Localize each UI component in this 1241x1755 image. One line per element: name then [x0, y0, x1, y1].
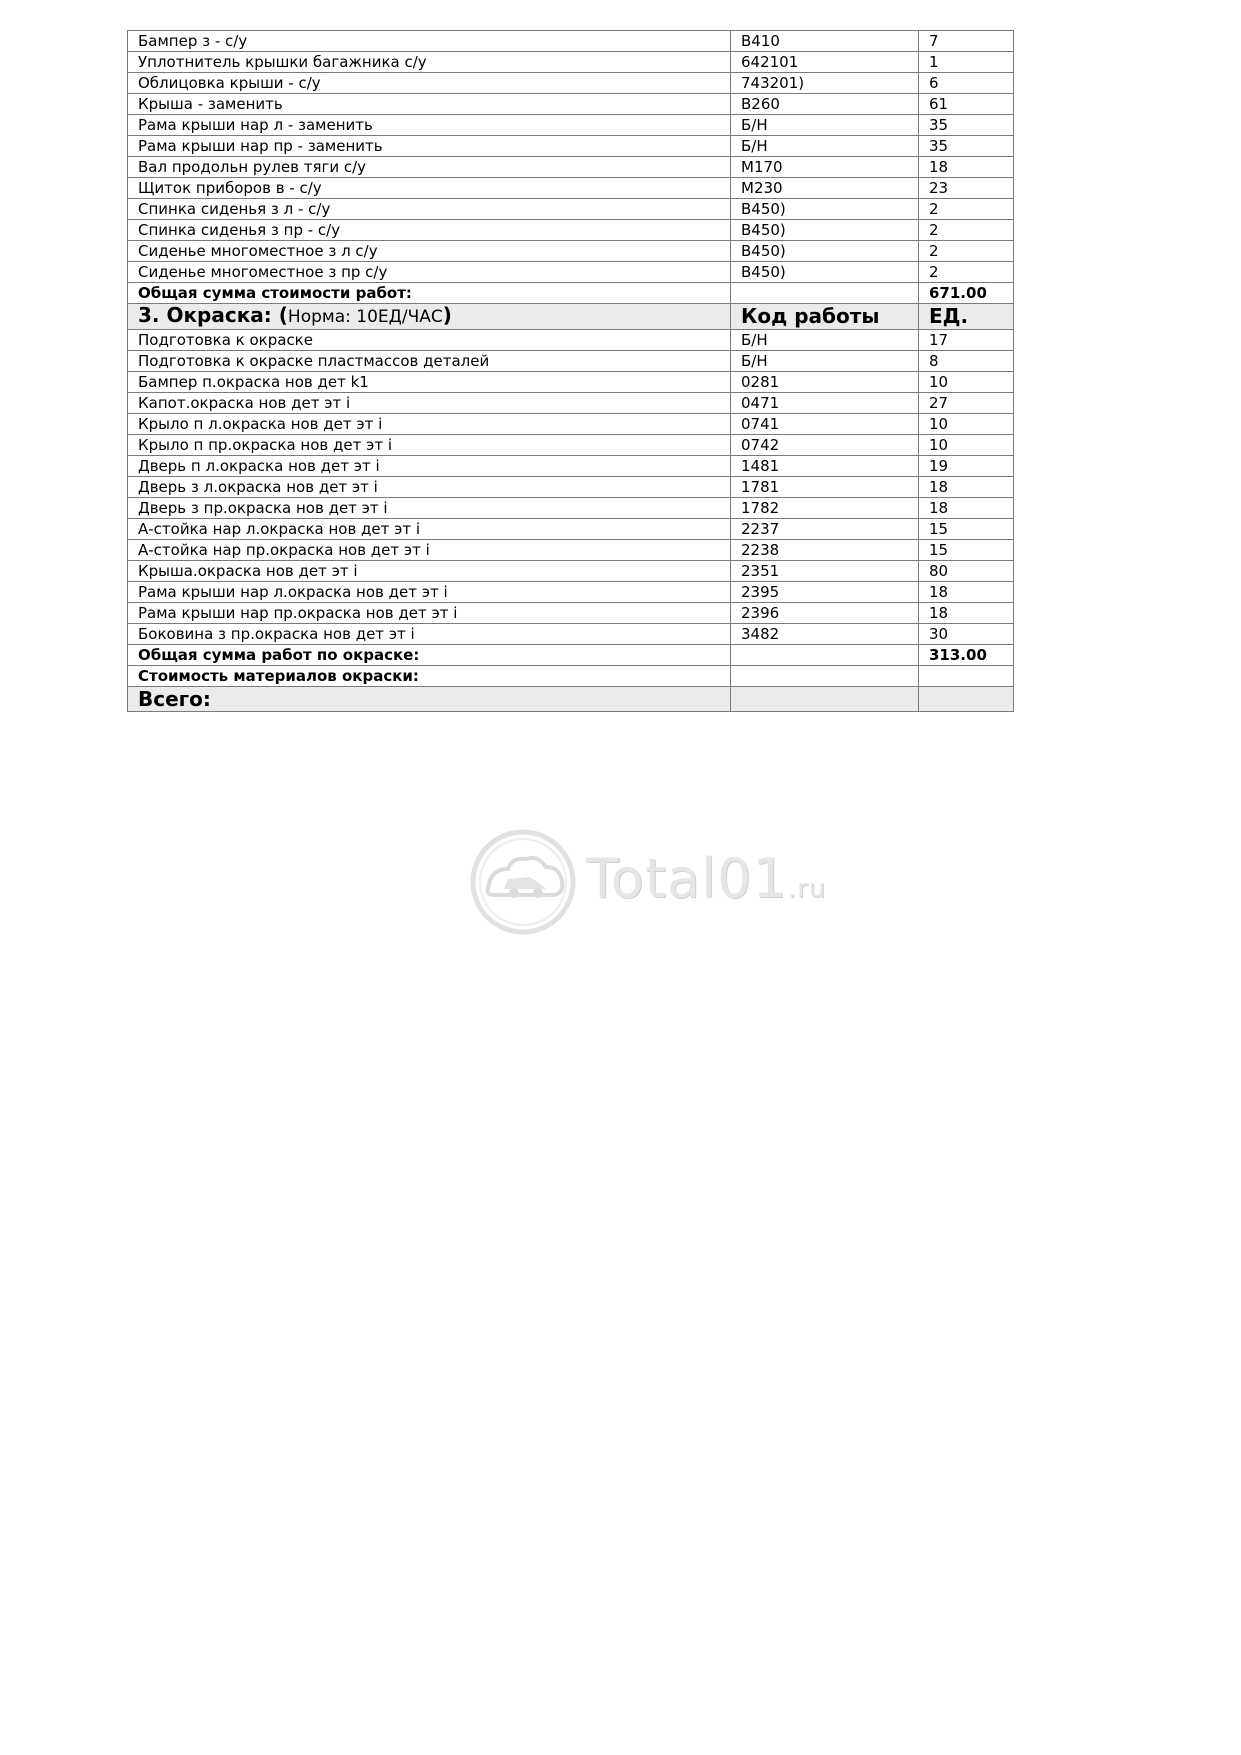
work-name: Боковина з пр.окраска нов дет эт i [128, 624, 731, 645]
repairs-section [128, 31, 1014, 283]
work-name: Сиденье многоместное з пр с/у [128, 262, 731, 283]
work-code: B450) [731, 241, 919, 262]
work-name: Бампер п.окраска нов дет k1 [128, 372, 731, 393]
repairs-total-value: 671.00 [919, 283, 1014, 304]
work-units: 15 [919, 540, 1014, 561]
work-units: 10 [919, 414, 1014, 435]
work-name: Бампер з - с/у [128, 31, 731, 52]
work-name: Дверь з пр.окраска нов дет эт i [128, 498, 731, 519]
grand-total-code [731, 687, 919, 712]
painting-section [128, 330, 1014, 645]
work-code: B410 [731, 31, 919, 52]
work-units: 18 [919, 498, 1014, 519]
painting-row [128, 624, 1014, 645]
repairs-total-label: Общая сумма стоимости работ: [128, 283, 731, 304]
painting-row [128, 372, 1014, 393]
repair-row [128, 220, 1014, 241]
repairs-total-row [128, 283, 1014, 304]
painting-row [128, 393, 1014, 414]
painting-row [128, 519, 1014, 540]
repair-row [128, 73, 1014, 94]
repair-row [128, 115, 1014, 136]
work-name: Спинка сиденья з пр - с/у [128, 220, 731, 241]
car-cloud-logo-icon [468, 827, 578, 937]
work-name: Рама крыши нар пр.окраска нов дет эт i [128, 603, 731, 624]
repairs-total-code [731, 283, 919, 304]
repair-row [128, 178, 1014, 199]
painting-row [128, 330, 1014, 351]
work-name: Дверь п л.окраска нов дет эт i [128, 456, 731, 477]
repair-row [128, 31, 1014, 52]
work-name: Щиток приборов в - с/у [128, 178, 731, 199]
repair-row [128, 199, 1014, 220]
materials-label: Стоимость материалов окраски: [128, 666, 731, 687]
repair-row [128, 136, 1014, 157]
work-units: 17 [919, 330, 1014, 351]
painting-row [128, 456, 1014, 477]
work-name: А-стойка нар пр.окраска нов дет эт i [128, 540, 731, 561]
painting-row [128, 603, 1014, 624]
painting-row [128, 477, 1014, 498]
work-code: 2238 [731, 540, 919, 561]
code-column-header: Код работы [731, 304, 919, 330]
materials-value [919, 666, 1014, 687]
work-code: M170 [731, 157, 919, 178]
work-name: Крыло п л.окраска нов дет эт i [128, 414, 731, 435]
work-name: Рама крыши нар л.окраска нов дет эт i [128, 582, 731, 603]
work-units: 18 [919, 603, 1014, 624]
painting-row [128, 351, 1014, 372]
painting-total-label: Общая сумма работ по окраске: [128, 645, 731, 666]
work-code: 0281 [731, 372, 919, 393]
painting-total-value: 313.00 [919, 645, 1014, 666]
painting-row [128, 435, 1014, 456]
work-code: Б/Н [731, 115, 919, 136]
work-code: 0471 [731, 393, 919, 414]
watermark [468, 827, 827, 937]
work-units: 19 [919, 456, 1014, 477]
work-units: 18 [919, 157, 1014, 178]
painting-row [128, 582, 1014, 603]
work-code: 2395 [731, 582, 919, 603]
work-name: Крыло п пр.окраска нов дет эт i [128, 435, 731, 456]
work-name: Подготовка к окраске [128, 330, 731, 351]
work-units: 30 [919, 624, 1014, 645]
work-units: 18 [919, 582, 1014, 603]
work-units: 2 [919, 220, 1014, 241]
painting-row [128, 414, 1014, 435]
work-name: Облицовка крыши - с/у [128, 73, 731, 94]
work-code: M230 [731, 178, 919, 199]
repair-row [128, 241, 1014, 262]
painting-total-code [731, 645, 919, 666]
work-code: 2351 [731, 561, 919, 582]
work-units: 35 [919, 115, 1014, 136]
work-code: Б/Н [731, 330, 919, 351]
work-name: Дверь з л.окраска нов дет эт i [128, 477, 731, 498]
painting-row [128, 561, 1014, 582]
painting-total-row [128, 645, 1014, 666]
repair-row [128, 94, 1014, 115]
work-estimate-table [127, 30, 1014, 712]
painting-norm: Норма: 10ЕД/ЧАС [287, 307, 443, 327]
repairs-total-section [128, 283, 1014, 330]
work-name: Сиденье многоместное з л с/у [128, 241, 731, 262]
work-units: 2 [919, 241, 1014, 262]
work-name: Уплотнитель крышки багажника с/у [128, 52, 731, 73]
work-code: 1781 [731, 477, 919, 498]
work-units: 10 [919, 435, 1014, 456]
work-name: Подготовка к окраске пластмассов деталей [128, 351, 731, 372]
work-units: 10 [919, 372, 1014, 393]
work-name: Рама крыши нар л - заменить [128, 115, 731, 136]
work-code: 0742 [731, 435, 919, 456]
work-units: 7 [919, 31, 1014, 52]
work-units: 15 [919, 519, 1014, 540]
work-units: 2 [919, 199, 1014, 220]
work-name: Спинка сиденья з л - с/у [128, 199, 731, 220]
work-name: Капот.окраска нов дет эт i [128, 393, 731, 414]
work-code: B450) [731, 262, 919, 283]
work-units: 18 [919, 477, 1014, 498]
work-code: 1481 [731, 456, 919, 477]
watermark-text: Total01.ru [586, 847, 827, 910]
work-units: 2 [919, 262, 1014, 283]
work-units: 35 [919, 136, 1014, 157]
materials-row [128, 666, 1014, 687]
work-code: 2396 [731, 603, 919, 624]
units-column-header: ЕД. [919, 304, 1014, 330]
work-name: Вал продольн рулев тяги с/у [128, 157, 731, 178]
painting-row [128, 498, 1014, 519]
grand-total-row [128, 687, 1014, 712]
painting-row [128, 540, 1014, 561]
materials-code [731, 666, 919, 687]
work-units: 23 [919, 178, 1014, 199]
work-name: Крыша - заменить [128, 94, 731, 115]
work-code: Б/Н [731, 351, 919, 372]
repair-row [128, 157, 1014, 178]
work-units: 1 [919, 52, 1014, 73]
work-code: 2237 [731, 519, 919, 540]
painting-section-title: 3. Окраска: (Норма: 10ЕД/ЧАС) [128, 304, 731, 330]
work-units: 61 [919, 94, 1014, 115]
grand-total-value [919, 687, 1014, 712]
work-units: 6 [919, 73, 1014, 94]
work-code: B450) [731, 220, 919, 241]
repair-row [128, 52, 1014, 73]
work-name: Рама крыши нар пр - заменить [128, 136, 731, 157]
repair-row [128, 262, 1014, 283]
work-units: 8 [919, 351, 1014, 372]
work-name: А-стойка нар л.окраска нов дет эт i [128, 519, 731, 540]
grand-total-label: Всего: [128, 687, 731, 712]
totals-section [128, 645, 1014, 712]
work-units: 80 [919, 561, 1014, 582]
work-code: 642101 [731, 52, 919, 73]
work-code: 0741 [731, 414, 919, 435]
painting-header-row [128, 304, 1014, 330]
work-units: 27 [919, 393, 1014, 414]
work-code: Б/Н [731, 136, 919, 157]
work-code: B450) [731, 199, 919, 220]
work-code: B260 [731, 94, 919, 115]
work-code: 3482 [731, 624, 919, 645]
work-code: 1782 [731, 498, 919, 519]
work-code: 743201) [731, 73, 919, 94]
work-name: Крыша.окраска нов дет эт i [128, 561, 731, 582]
